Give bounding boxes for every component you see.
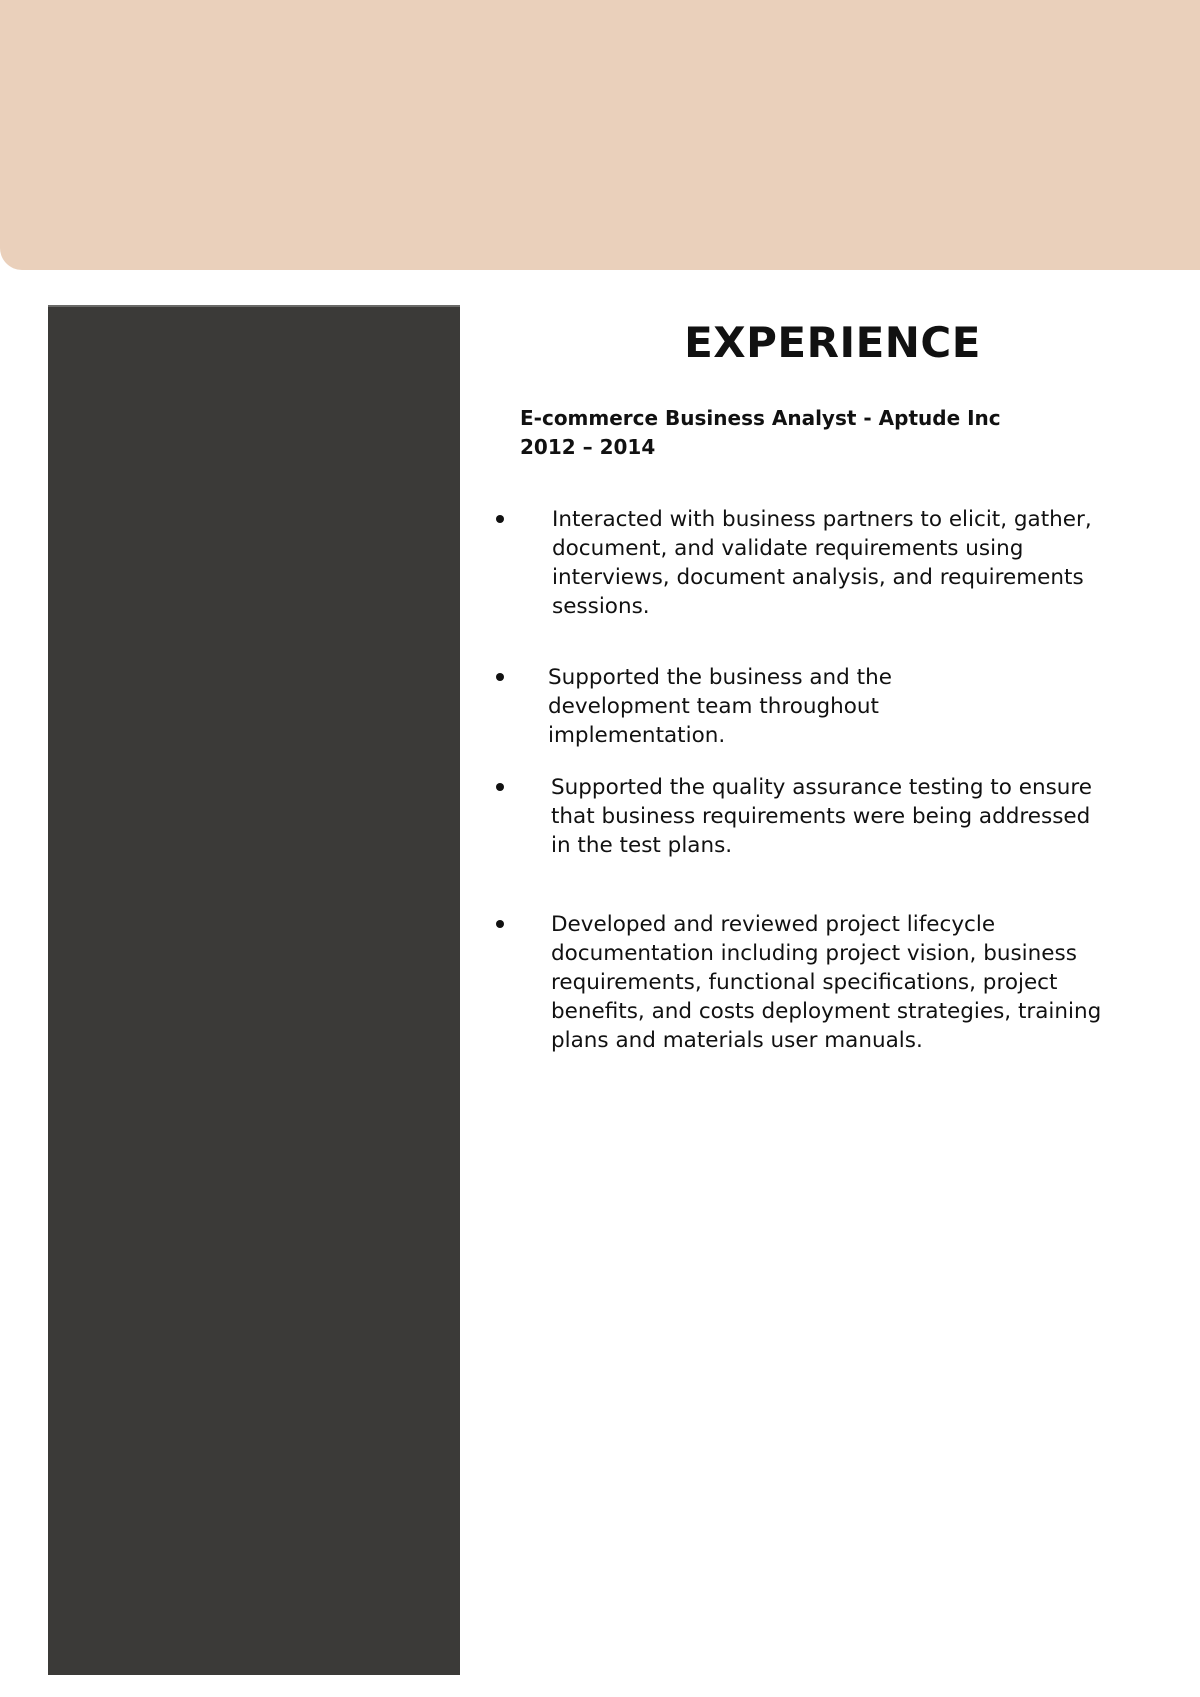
- bullet-line: Interacted with business partners to elicit, gather,: [552, 507, 1092, 532]
- bullet-icon: [496, 920, 504, 928]
- bullet-line: benefits, and costs deployment strategies, training: [551, 999, 1102, 1024]
- bullet-line: document, and validate requirements using: [552, 536, 1024, 561]
- bullet-line: development team throughout: [548, 694, 879, 719]
- bullet-line: Supported the quality assurance testing to ensure: [551, 775, 1092, 800]
- header-banner: [0, 0, 1200, 270]
- bullet-icon: [496, 673, 504, 681]
- bullet-line: requirements, functional specifications, project: [551, 970, 1058, 995]
- job-title: E-commerce Business Analyst - Aptude Inc: [520, 406, 1001, 430]
- bullet-text: [551, 910, 1101, 1055]
- section-title: EXPERIENCE: [684, 318, 981, 367]
- bullet-text: [551, 773, 1092, 860]
- job-dates: 2012 – 2014: [520, 435, 656, 459]
- bullet-line: sessions.: [552, 594, 650, 619]
- bullet-line: plans and materials user manuals.: [551, 1028, 923, 1053]
- sidebar-panel: [48, 305, 460, 1675]
- bullet-line: implementation.: [548, 723, 726, 748]
- bullet-line: that business requirements were being addressed: [551, 804, 1091, 829]
- bullet-line: in the test plans.: [551, 833, 733, 858]
- bullet-line: documentation including project vision, business: [551, 941, 1077, 966]
- bullet-line: interviews, document analysis, and requirements: [552, 565, 1084, 590]
- bullet-line: Developed and reviewed project lifecycle: [551, 912, 996, 937]
- bullet-line: Supported the business and the: [548, 665, 892, 690]
- bullet-text: [548, 663, 892, 750]
- job-header: [520, 404, 1001, 462]
- bullet-icon: [496, 515, 504, 523]
- bullet-icon: [496, 783, 504, 791]
- bullet-text: [552, 505, 1092, 621]
